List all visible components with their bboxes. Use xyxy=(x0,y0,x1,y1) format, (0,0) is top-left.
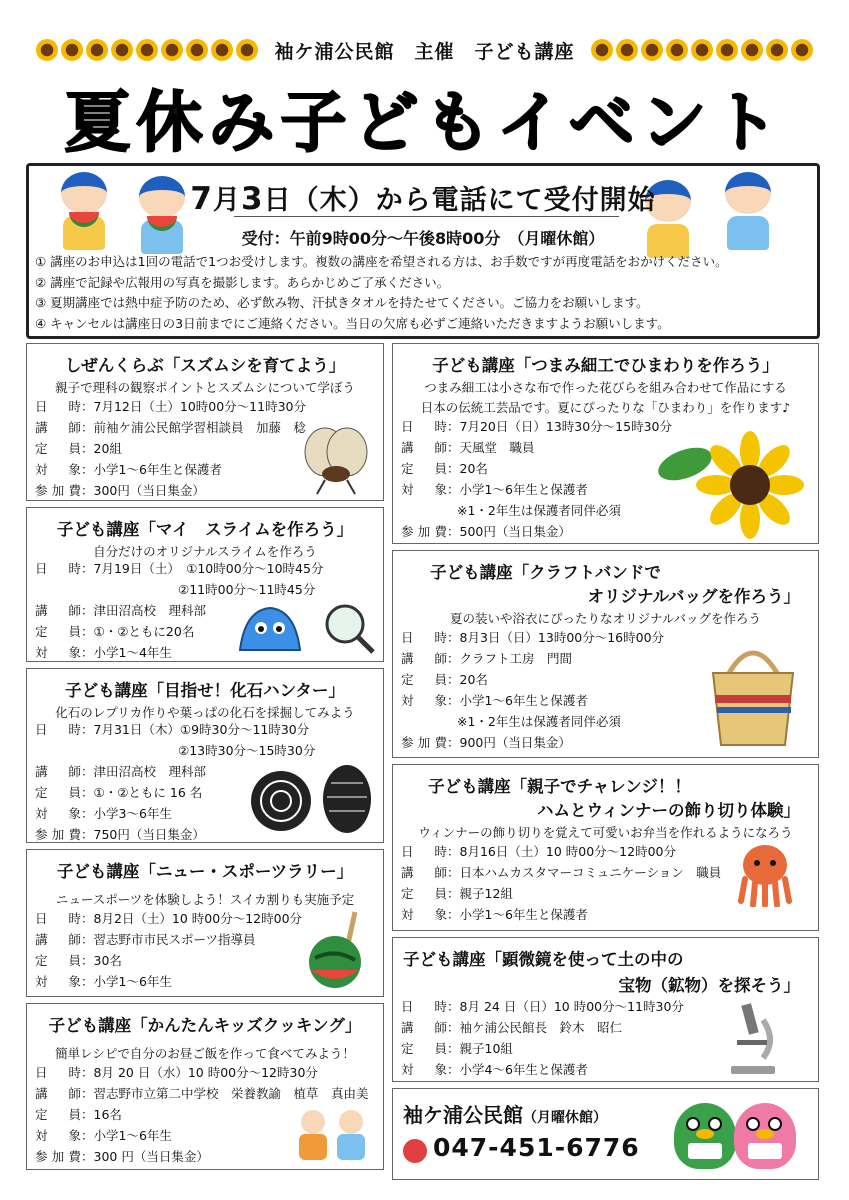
tsumami-sunflower-icon xyxy=(655,430,805,540)
event-description: 親子で理科の観察ポイントとスズムシについて学ぼう xyxy=(55,380,355,395)
note-item: ① 講座のお申込は1回の電話で1つお受けします。複数の講座を希望される方は、お手数ですが再度電話をおかけください。 xyxy=(35,254,728,269)
event-description: つまみ細工は小さな布で作った花びらを組み合わせて作品にする xyxy=(424,380,787,395)
event-card-suzumushi xyxy=(26,343,384,501)
event-description: 化石のレプリカ作りや葉っぱの化石を採掘してみよう xyxy=(55,705,355,720)
event-details: 日 時 ： 8月 20 日（水）10 時00分～12時30分 講 師 ： 習志野市立第二中学校 栄養教諭 植草 真由美 定 員 ： 16名 対 象 ： 小学1～6年生 参加費 ： 300 円（当日集金） xyxy=(35,1065,369,1164)
event-card-sports xyxy=(26,849,384,997)
slime-icon xyxy=(235,600,305,656)
sunflower-icon xyxy=(741,39,763,61)
octopus-sausage-icon xyxy=(733,841,797,907)
cooking-kids-icon xyxy=(293,1104,373,1164)
registration-notice xyxy=(26,163,820,339)
event-title: 子ども講座「親子でチャレンジ！！ xyxy=(428,777,691,796)
notes-list xyxy=(35,252,728,334)
sunflower-icon xyxy=(691,39,713,61)
sunflower-icon xyxy=(86,39,108,61)
sunflower-icon xyxy=(616,39,638,61)
sunflower-icon xyxy=(211,39,233,61)
sunflower-icon xyxy=(36,39,58,61)
note-item: ④ キャンセルは講座日の3日前までにご連絡ください。当日の欠席も必ずご連絡いただきますようお願いします。 xyxy=(35,315,670,331)
event-card-fossil xyxy=(26,668,384,843)
sunflower-icon xyxy=(61,39,83,61)
event-title: 子ども講座「ニュー・スポーツラリー」 xyxy=(56,862,354,881)
sunflower-icon xyxy=(186,39,208,61)
event-description: 簡単レシピで自分のお昼ご飯を作って食べてみよう！ xyxy=(55,1046,355,1061)
event-description: 夏の装いや浴衣にぴったりなオリジナルバッグを作ろう xyxy=(449,611,761,626)
event-details: 日 時 ： 8月16日（土）10 時00分～12時00分 講 師 ： 日本ハムカスタマーコミュニケーション 職員 定 員 ： 親子12組 対 象 ： 小学1～6年生と保護者 xyxy=(401,844,722,922)
green-bird-icon xyxy=(674,1103,736,1169)
phone-icon xyxy=(403,1139,427,1163)
event-title-line2: ハムとウィンナーの飾り切り体験」 xyxy=(536,801,800,820)
note-item: ② 講座で記録や広報用の写真を撮影します。あらかじめご了承ください。 xyxy=(35,274,450,290)
event-card-microscope xyxy=(392,937,819,1082)
phone-number[interactable]: 047-451-6776 xyxy=(433,1133,640,1162)
note-item: ③ 夏期講座では熱中症予防のため、必ず飲み物、汗拭きタオルを持たせてください。ご協力をお願いします。 xyxy=(35,295,649,310)
event-card-ham xyxy=(392,764,819,931)
event-details: 日 時 ： 7月20日（日）13時30分～15時30分 講 師 ： 天風堂 職員 定 員 ： 20名 対 象 ： 小学1～6年生と保護者 ※1・2年生は保護者同伴必須 参加費 ： 500円（当日集金） xyxy=(401,419,672,539)
event-title: しぜんくらぶ「スズムシを育てよう」 xyxy=(64,356,346,375)
registration-start-date: 7月3日（木）から電話にて受付開始 xyxy=(190,181,656,217)
sunflower-row-left xyxy=(36,39,258,61)
sunflower-icon xyxy=(666,39,688,61)
event-description: ウィンナーの飾り切りを覚えて可愛いお弁当を作れるようになろう xyxy=(418,825,793,840)
event-details: 日 時 ： 8月3日（日）13時00分～16時00分 講 師 ： クラフト工房 門間 定 員 ： 20名 対 象 ： 小学1～6年生と保護者 ※1・2年生は保護者同伴必須 参加費 ： 900円（当日集金） xyxy=(401,630,665,750)
event-details: 日 時 ： 7月12日（土）10時00分～11時30分 講 師 ： 前袖ケ浦公民館学習相談員 加藤 稔 定 員 ： 20組 対 象 ： 小学1～6年生と保護者 参加費 ： 300円（当日集金） xyxy=(35,399,307,498)
event-title: 子ども講座「つまみ細工でひまわりを作ろう」 xyxy=(432,356,779,375)
sunflower-icon xyxy=(591,39,613,61)
event-card-slime xyxy=(26,507,384,662)
sunflower-icon xyxy=(641,39,663,61)
event-description: ニュースポーツを体験しよう！スイカ割りも実施予定 xyxy=(55,892,355,907)
event-title-line2: 宝物（鉱物）を探そう」 xyxy=(618,976,800,995)
event-card-tsumami xyxy=(392,343,819,544)
event-description: 日本の伝統工芸品です。夏にぴったりな「ひまわり」を作ります♪ xyxy=(420,400,791,415)
sunflower-icon xyxy=(161,39,183,61)
magnifier-icon xyxy=(319,598,379,658)
organizer-text: 袖ケ浦公民館 主催 子ども講座 xyxy=(274,40,575,63)
event-details: 日 時 ： 7月19日（土） ①10時00分～10時45分 ②11時00分～11時45分 講 師 ： 津田沼高校 理科部 定 員 ： ①・②ともに20名 対 象 ： 小学1～4年生 xyxy=(35,561,324,660)
sunflower-row-right xyxy=(591,39,813,61)
event-title-line2: オリジナルバッグを作ろう」 xyxy=(587,587,800,606)
sunflower-icon xyxy=(111,39,133,61)
microscope-icon xyxy=(723,1000,783,1078)
event-description: 自分だけのオリジナルスライムを作ろう xyxy=(93,544,317,559)
pink-bird-icon xyxy=(734,1103,796,1169)
event-details: 日 時 ： 7月31日（木）①9時30分～11時30分 ②13時30分～15時30分 講 師 ： 津田沼高校 理科部 定 員 ： ①・②ともに 16 名 対 象 ： 小学3～6年生 参加費 ： 750円（当日集金） xyxy=(35,722,316,842)
sunflower-icon xyxy=(716,39,738,61)
mascot-birds-illustration xyxy=(668,1093,808,1177)
contact-box xyxy=(392,1088,819,1180)
cricket-icon xyxy=(295,424,375,496)
facility-name: 袖ケ浦公民館（月曜休館） xyxy=(403,1103,607,1127)
event-card-cooking xyxy=(26,1003,384,1170)
sunflower-icon xyxy=(236,39,258,61)
craft-bag-icon xyxy=(705,633,801,749)
event-title: 子ども講座「顕微鏡を使って土の中の xyxy=(403,950,684,969)
divider xyxy=(234,216,619,217)
registration-hours: 受付：午前9時00分～午後8時00分 （月曜休館） xyxy=(241,229,605,248)
sunflower-icon xyxy=(791,39,813,61)
event-title: 子ども講座「かんたんキッズクッキング」 xyxy=(48,1016,362,1035)
sunflower-icon xyxy=(136,39,158,61)
event-details: 日 時 ： 8月 24 日（日）10 時00分～11時30分 講 師 ： 袖ケ浦公民館長 鈴木 昭仁 定 員 ： 親子10組 対 象 ： 小学4～6年生と保護者 xyxy=(401,999,684,1077)
event-title: 子ども講座「マイ スライムを作ろう」 xyxy=(56,520,354,539)
watermelon-icon xyxy=(305,908,381,992)
event-title: 子ども講座「クラフトバンドで xyxy=(430,563,661,582)
event-title: 子ども講座「目指せ！化石ハンター」 xyxy=(65,681,345,700)
event-details: 日 時 ： 8月2日（土）10 時00分～12時00分 講 師 ： 習志野市市民スポーツ指導員 定 員 ： 30名 対 象 ： 小学1～6年生 xyxy=(35,911,303,989)
page-title: 夏休み子どもイベント xyxy=(64,84,785,161)
sunflower-icon xyxy=(766,39,788,61)
header-line xyxy=(0,36,849,64)
event-card-craft xyxy=(392,550,819,758)
